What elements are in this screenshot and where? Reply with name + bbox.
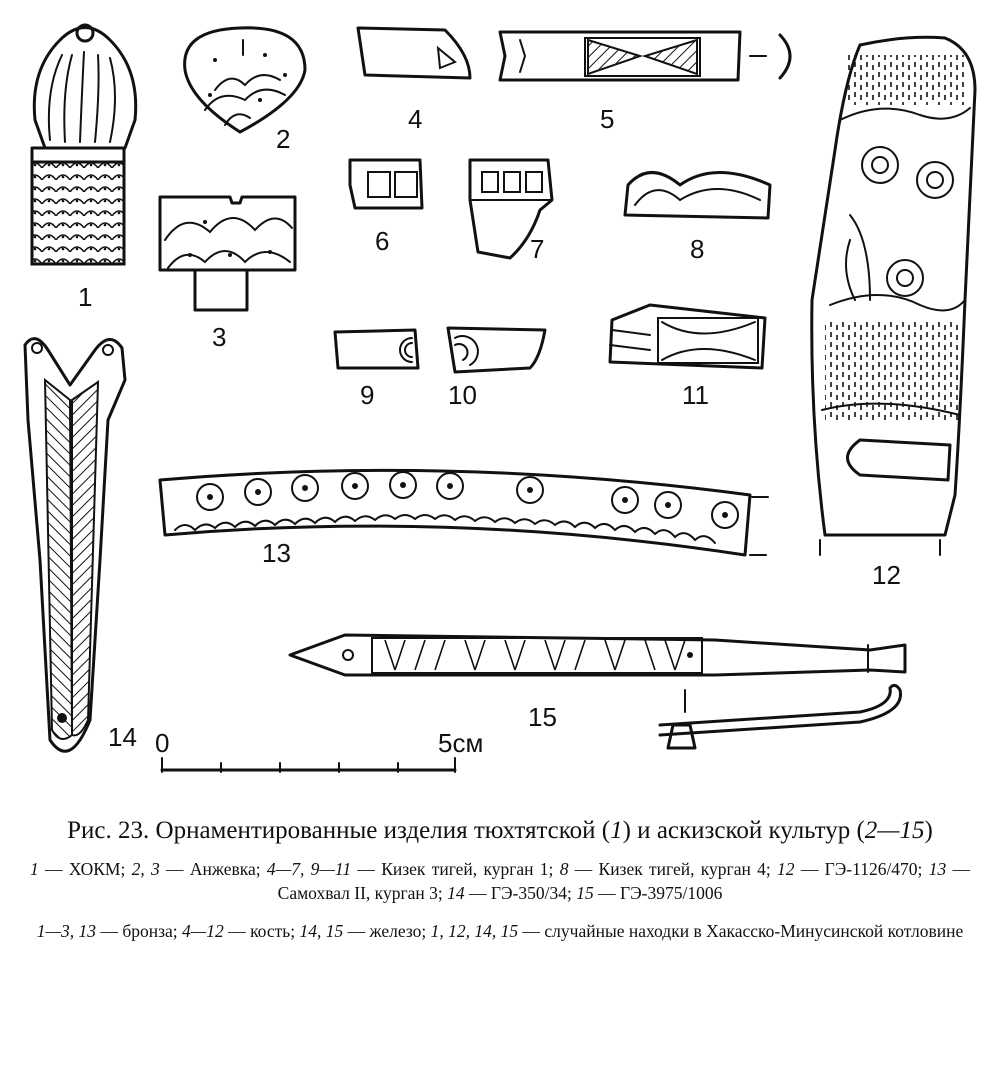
item-1-pendant xyxy=(32,25,136,264)
item-label: 15 xyxy=(528,702,557,732)
item-label: 1 xyxy=(78,282,93,312)
material-ref: 14, 15 xyxy=(299,921,344,941)
source-text: — ХОКМ; xyxy=(38,859,132,879)
material-text: — бронза; xyxy=(96,921,182,941)
caption-sources xyxy=(30,857,970,905)
item-15-iron-handle xyxy=(290,635,905,748)
item-12-bone-plate xyxy=(812,37,975,555)
item-label: 10 xyxy=(448,380,477,410)
material-text: — кость; xyxy=(223,921,300,941)
source-ref: 13 xyxy=(928,859,947,879)
item-label: 3 xyxy=(212,322,227,352)
source-ref: 15 xyxy=(576,883,594,903)
material-text: — железо; xyxy=(343,921,431,941)
source-text: — Кизек тигей, курган 1; xyxy=(351,859,560,879)
caption-title-ref: 2—15 xyxy=(864,817,925,844)
scale-start-label: 0 xyxy=(155,728,170,758)
item-10-fragment xyxy=(448,328,545,372)
source-ref: 8 xyxy=(559,859,569,879)
source-ref: 12 xyxy=(777,859,795,879)
source-text: — ГЭ-1126/470; xyxy=(794,859,929,879)
source-text: — Анжевка; xyxy=(159,859,267,879)
source-text: — Самохвал II, курган 3; xyxy=(277,859,971,903)
item-labels xyxy=(78,104,901,752)
item-label: 12 xyxy=(872,560,901,590)
item-label: 11 xyxy=(682,380,709,410)
item-5-strip xyxy=(500,32,790,80)
item-label: 4 xyxy=(408,104,423,134)
item-9-fragment xyxy=(335,330,418,368)
item-3-plate xyxy=(160,197,295,310)
item-11-fragment xyxy=(610,305,765,368)
ring-dot-ornament xyxy=(197,472,738,528)
source-text: — ГЭ-3975/1006 xyxy=(593,883,723,903)
caption-title-text: ) xyxy=(924,817,933,844)
source-ref: 2, 3 xyxy=(131,859,160,879)
source-ref: 4—7, 9—11 xyxy=(266,859,352,879)
item-8-fragment xyxy=(625,173,770,219)
item-label: 2 xyxy=(276,124,291,154)
caption-title-text: ) и аскизской культур ( xyxy=(622,817,865,844)
caption-materials xyxy=(30,919,970,943)
material-ref: 4—12 xyxy=(182,921,224,941)
scale-end-label: 5см xyxy=(438,728,484,758)
item-14-iron-object xyxy=(25,339,125,752)
source-ref: 14 xyxy=(447,883,465,903)
material-ref: 1—3, 13 xyxy=(36,921,97,941)
source-text: — ГЭ-350/34; xyxy=(464,883,577,903)
item-4-fragment xyxy=(358,28,470,78)
item-13-strip xyxy=(160,470,768,555)
item-label: 5 xyxy=(600,104,615,134)
item-label: 14 xyxy=(108,722,137,752)
item-label: 9 xyxy=(360,380,375,410)
caption-title-text: Рис. 23. Орнаментированные изделия тюхтятской ( xyxy=(67,817,611,844)
figure-caption xyxy=(0,815,1000,943)
item-label: 13 xyxy=(262,538,291,568)
caption-title xyxy=(30,815,970,847)
material-ref: 1, 12, 14, 15 xyxy=(430,921,519,941)
item-label: 7 xyxy=(530,234,545,264)
item-6-fragment xyxy=(350,160,422,208)
source-ref: 1 xyxy=(30,859,39,879)
item-2-plaque xyxy=(185,28,305,132)
item-label: 8 xyxy=(690,234,705,264)
material-text: — случайные находки в Хакасско-Минусинской котловине xyxy=(518,921,964,941)
item-label: 6 xyxy=(375,226,390,256)
scale-bar xyxy=(155,728,483,772)
source-text: — Кизек тигей, курган 4; xyxy=(568,859,778,879)
caption-title-ref: 1 xyxy=(610,817,623,844)
